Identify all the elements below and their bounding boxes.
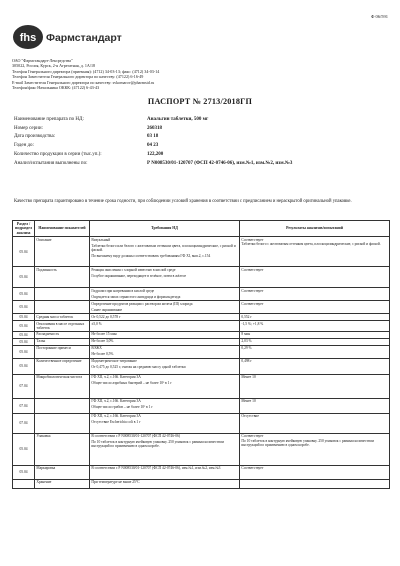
result-text: 2,03 %	[241, 339, 252, 344]
requirement-text: Определение продуктов реакции с раствором железа (III) хлорида	[91, 301, 193, 306]
row-requirements	[90, 314, 240, 321]
result-text: Соответствует	[241, 301, 264, 306]
row-results	[240, 398, 390, 413]
result-text: -1,5 %; +1,8 %	[241, 321, 264, 326]
requirement-text: ГФ XII, ч.2, с.166. Категория 3А	[91, 414, 141, 419]
org-phone-director: Телефон Генерального директора (приемная): (4712) 34-03-13; факс: (4712) 34-03-14	[12, 68, 160, 74]
header-indicator: Наименование показателей	[35, 221, 90, 237]
result-text: Менее 10	[241, 375, 256, 380]
row-indicator-name: Описание	[35, 237, 90, 267]
table-row	[13, 321, 390, 332]
row-results	[240, 345, 390, 358]
row-requirements	[90, 237, 240, 267]
info-label: Наименование препарата по НД:	[14, 117, 84, 122]
table-row	[13, 338, 390, 345]
requirement-text: От 0,522 до 0,578 г	[91, 314, 121, 319]
row-results	[240, 301, 390, 314]
row-requirements	[90, 331, 240, 338]
info-row	[14, 160, 292, 169]
table-row	[13, 433, 390, 465]
requirement-text: Не более 3,0%	[91, 339, 114, 344]
row-section-code: 05.04	[13, 314, 35, 321]
row-indicator-name: Микробиологическая чистота	[35, 374, 90, 398]
info-label: Номер серии:	[14, 125, 43, 131]
row-results	[240, 267, 390, 288]
info-label: Анализ/испытания выполнены по:	[14, 160, 88, 166]
table-row	[13, 331, 390, 338]
row-indicator-name	[35, 413, 90, 433]
company-logo	[12, 24, 140, 50]
row-requirements	[90, 345, 240, 358]
result-text: Соответствует	[241, 466, 264, 471]
row-section-code: 05.04	[13, 321, 35, 332]
row-section-code: 05.04	[13, 237, 35, 267]
requirement-text: По внешнему виду должны соответствовать требованиям ГФ XI, вып.2, с.154	[91, 253, 211, 258]
result-text: Отсутствие	[241, 414, 259, 419]
requirement-text: Не более 0,5%	[91, 352, 114, 357]
requirement-text: ВЭЖХ	[91, 346, 102, 351]
table-row	[13, 237, 390, 267]
org-email-quality: Е-mail Заместителя Генерального директора по качеству: svkomarov@pharmstd.ru	[12, 79, 155, 85]
info-row	[14, 142, 292, 151]
result-text: Соответствует	[241, 267, 264, 272]
table-row	[13, 413, 390, 433]
row-indicator-name: Распадаемость	[35, 331, 90, 338]
row-indicator-name	[35, 301, 90, 314]
product-info	[14, 116, 292, 168]
logo-name: Фармстандарт	[46, 32, 122, 44]
row-section-code: 05.04	[13, 288, 35, 301]
row-section-code: 05.04	[13, 331, 35, 338]
row-indicator-name: Отклонения в массе отдельных таблеток	[35, 321, 90, 332]
row-indicator-name: Средняя масса таблеток	[35, 314, 90, 321]
row-requirements	[90, 398, 240, 413]
header-results: Результаты анализов/испытаний	[240, 221, 390, 237]
requirement-text: ±5,0 %	[91, 321, 102, 326]
requirement-text: В соответствии с Р N008530/01-120707 (ФСП 42-0746-06)	[91, 434, 181, 439]
specification-table	[12, 220, 390, 489]
result-text: Соответствует	[241, 288, 264, 293]
table-row	[13, 301, 390, 314]
row-indicator-name: Тальк	[35, 338, 90, 345]
org-name: ОАО "Фармстандарт-Лексредства"	[12, 58, 73, 63]
form-code: Ф 06/591	[370, 14, 388, 19]
table-row	[13, 479, 390, 488]
requirement-text: ГФ XII, ч.2, с.166. Категория 3А	[91, 399, 141, 404]
info-value: 122,200	[147, 151, 164, 157]
row-indicator-name: Маркировка	[35, 465, 90, 479]
row-results	[240, 314, 390, 321]
requirement-text: Синее окрашивание	[91, 307, 123, 312]
row-results	[240, 338, 390, 345]
requirement-text: Голубое окрашивание, переходящее в зелёное, затем в жёлтое	[91, 273, 187, 278]
requirement-text: Таблетки белого или белого с желтоватым оттенком цвета, плоскоцилиндрические, с риской и фаской.	[91, 243, 236, 252]
header-requirements: Требования НД	[90, 221, 240, 237]
row-section-code	[13, 479, 35, 488]
row-results	[240, 321, 390, 332]
requirement-text: По 10 таблеток в контурную ячейковую упаковку. 250 упаковок с равным количеством инструкций по применению в одном коробе.	[91, 440, 224, 449]
row-requirements	[90, 321, 240, 332]
requirement-text: Визуальный	[91, 237, 111, 242]
requirement-text: Реакция окисления с хлорной известью в кислой среде	[91, 267, 176, 272]
row-requirements	[90, 358, 240, 374]
result-text: 0,552 г	[241, 314, 252, 319]
info-value: 260318	[147, 125, 162, 131]
requirement-text: Ощущается запах сернистого ангидрида и формальдегида	[91, 294, 181, 299]
requirement-text: При температуре не выше 25°С	[91, 480, 140, 485]
row-requirements	[90, 479, 240, 488]
row-requirements	[90, 374, 240, 398]
requirement-text: Гидролиз при нагревании в кислой среде	[91, 288, 155, 293]
result-text: 0,498 г	[241, 359, 252, 364]
row-requirements	[90, 301, 240, 314]
row-section-code: 05.04	[13, 301, 35, 314]
info-value: 03 18	[147, 134, 159, 140]
requirement-text: Общее число грибов – не более 10² в 1 г	[91, 405, 153, 410]
row-indicator-name	[35, 288, 90, 301]
info-row	[14, 151, 292, 160]
row-requirements	[90, 267, 240, 288]
row-results	[240, 465, 390, 479]
requirement-text: Не более 15 мин	[91, 332, 117, 337]
pharmstandard-logo-icon	[12, 24, 140, 50]
header-section: Раздел / подраздел анализа	[13, 221, 35, 237]
table-row	[13, 345, 390, 358]
org-address: 305022, Россия, Курск, 2-я Агрегатная, д. 1А/18	[12, 63, 96, 69]
requirement-text: От 0,475 до 0,525 г, считая на среднюю массу одной таблетки	[91, 365, 186, 370]
result-text: 0,29 %	[241, 346, 252, 351]
row-section-code: 05.04	[13, 338, 35, 345]
info-label: Годен до:	[14, 143, 34, 149]
result-text: Соответствует	[241, 434, 264, 439]
row-indicator-name: Количественное определение	[35, 358, 90, 374]
row-results	[240, 479, 390, 488]
result-text: Соответствует	[241, 237, 264, 242]
table-row	[13, 358, 390, 374]
row-section-code: 05.04	[13, 345, 35, 358]
table-row	[13, 398, 390, 413]
table-row	[13, 374, 390, 398]
row-results	[240, 358, 390, 374]
info-row	[14, 133, 292, 142]
organization-block	[12, 58, 312, 90]
row-indicator-name	[35, 398, 90, 413]
info-label: Дата производства:	[14, 134, 56, 140]
logo-mark: fhs	[19, 32, 37, 44]
table-row	[13, 465, 390, 479]
result-text: Менее 10	[241, 399, 256, 404]
table-row	[13, 314, 390, 321]
row-results	[240, 331, 390, 338]
requirement-text: Йодометрическое титрование	[91, 359, 137, 364]
requirement-text: Общее число аэробных бактерий – не более 10³ в 1 г	[91, 381, 172, 386]
row-indicator-name: Посторонние примеси	[35, 345, 90, 358]
row-results	[240, 288, 390, 301]
row-indicator-name: Упаковка	[35, 433, 90, 465]
info-label: Количество продукции в серии (тыс.уп.):	[14, 151, 102, 157]
row-section-code: 05.04	[13, 465, 35, 479]
requirement-text: ГФ XII, ч.2, с.166. Категория 3А	[91, 375, 141, 380]
info-value: Анальгин таблетки, 500 мг	[147, 117, 209, 122]
table-row	[13, 267, 390, 288]
requirement-text: В соответствии с Р N008530/01-120707 (ФСП 42-0746-06), изм.№1, изм.№2, изм.№3	[91, 466, 221, 471]
row-requirements	[90, 413, 240, 433]
info-value: Р N008530/01-120707 (ФСП 42-0746-06), изм.№1, изм.№2, изм.№3	[147, 160, 293, 166]
table-row	[13, 288, 390, 301]
row-requirements	[90, 465, 240, 479]
org-phone-okkk: Телефон/факс Начальника ОККК: (47122) 6-43-43	[12, 85, 100, 91]
row-section-code: 05.04	[13, 267, 35, 288]
result-text: Таблетки белого с желтоватым оттенком цвета, плоскоцилиндрические, с риской и фаской.	[241, 241, 381, 246]
row-section-code: 05.04	[13, 433, 35, 465]
row-indicator-name: Хранение	[35, 479, 90, 488]
info-row	[14, 116, 292, 125]
row-section-code: 07.04	[13, 398, 35, 413]
requirement-text: Отсутствие Escherichia coli в 1 г	[91, 420, 141, 425]
passport-title: ПАСПОРТ № 2713/2018ГП	[147, 97, 253, 106]
row-results	[240, 433, 390, 465]
result-text: По 10 таблеток в контурную ячейковую упаковку. 250 упаковок с равным количеством инструкций по применению в одном коробе.	[241, 438, 374, 447]
result-text: 8 мин	[241, 332, 251, 337]
row-results	[240, 374, 390, 398]
row-indicator-name: Подлинность	[35, 267, 90, 288]
info-row	[14, 125, 292, 134]
row-requirements	[90, 338, 240, 345]
org-phone-quality: Телефон Заместителя Генерального директора по качеству: (47122) 6-16-49	[12, 74, 144, 80]
table-header-row	[13, 221, 390, 237]
row-requirements	[90, 433, 240, 465]
info-value: 04 23	[147, 143, 159, 149]
row-requirements	[90, 288, 240, 301]
row-section-code: 07.04	[13, 374, 35, 398]
row-section-code: 07.04	[13, 413, 35, 433]
row-section-code: 05.04	[13, 358, 35, 374]
row-results	[240, 237, 390, 267]
quality-statement: Качество препарата гарантировано в течение срока годности, при соблюдении условий хранения в соответствии с предписанием и нераскрытой оригинальной упаковке.	[14, 199, 352, 204]
row-results	[240, 413, 390, 433]
